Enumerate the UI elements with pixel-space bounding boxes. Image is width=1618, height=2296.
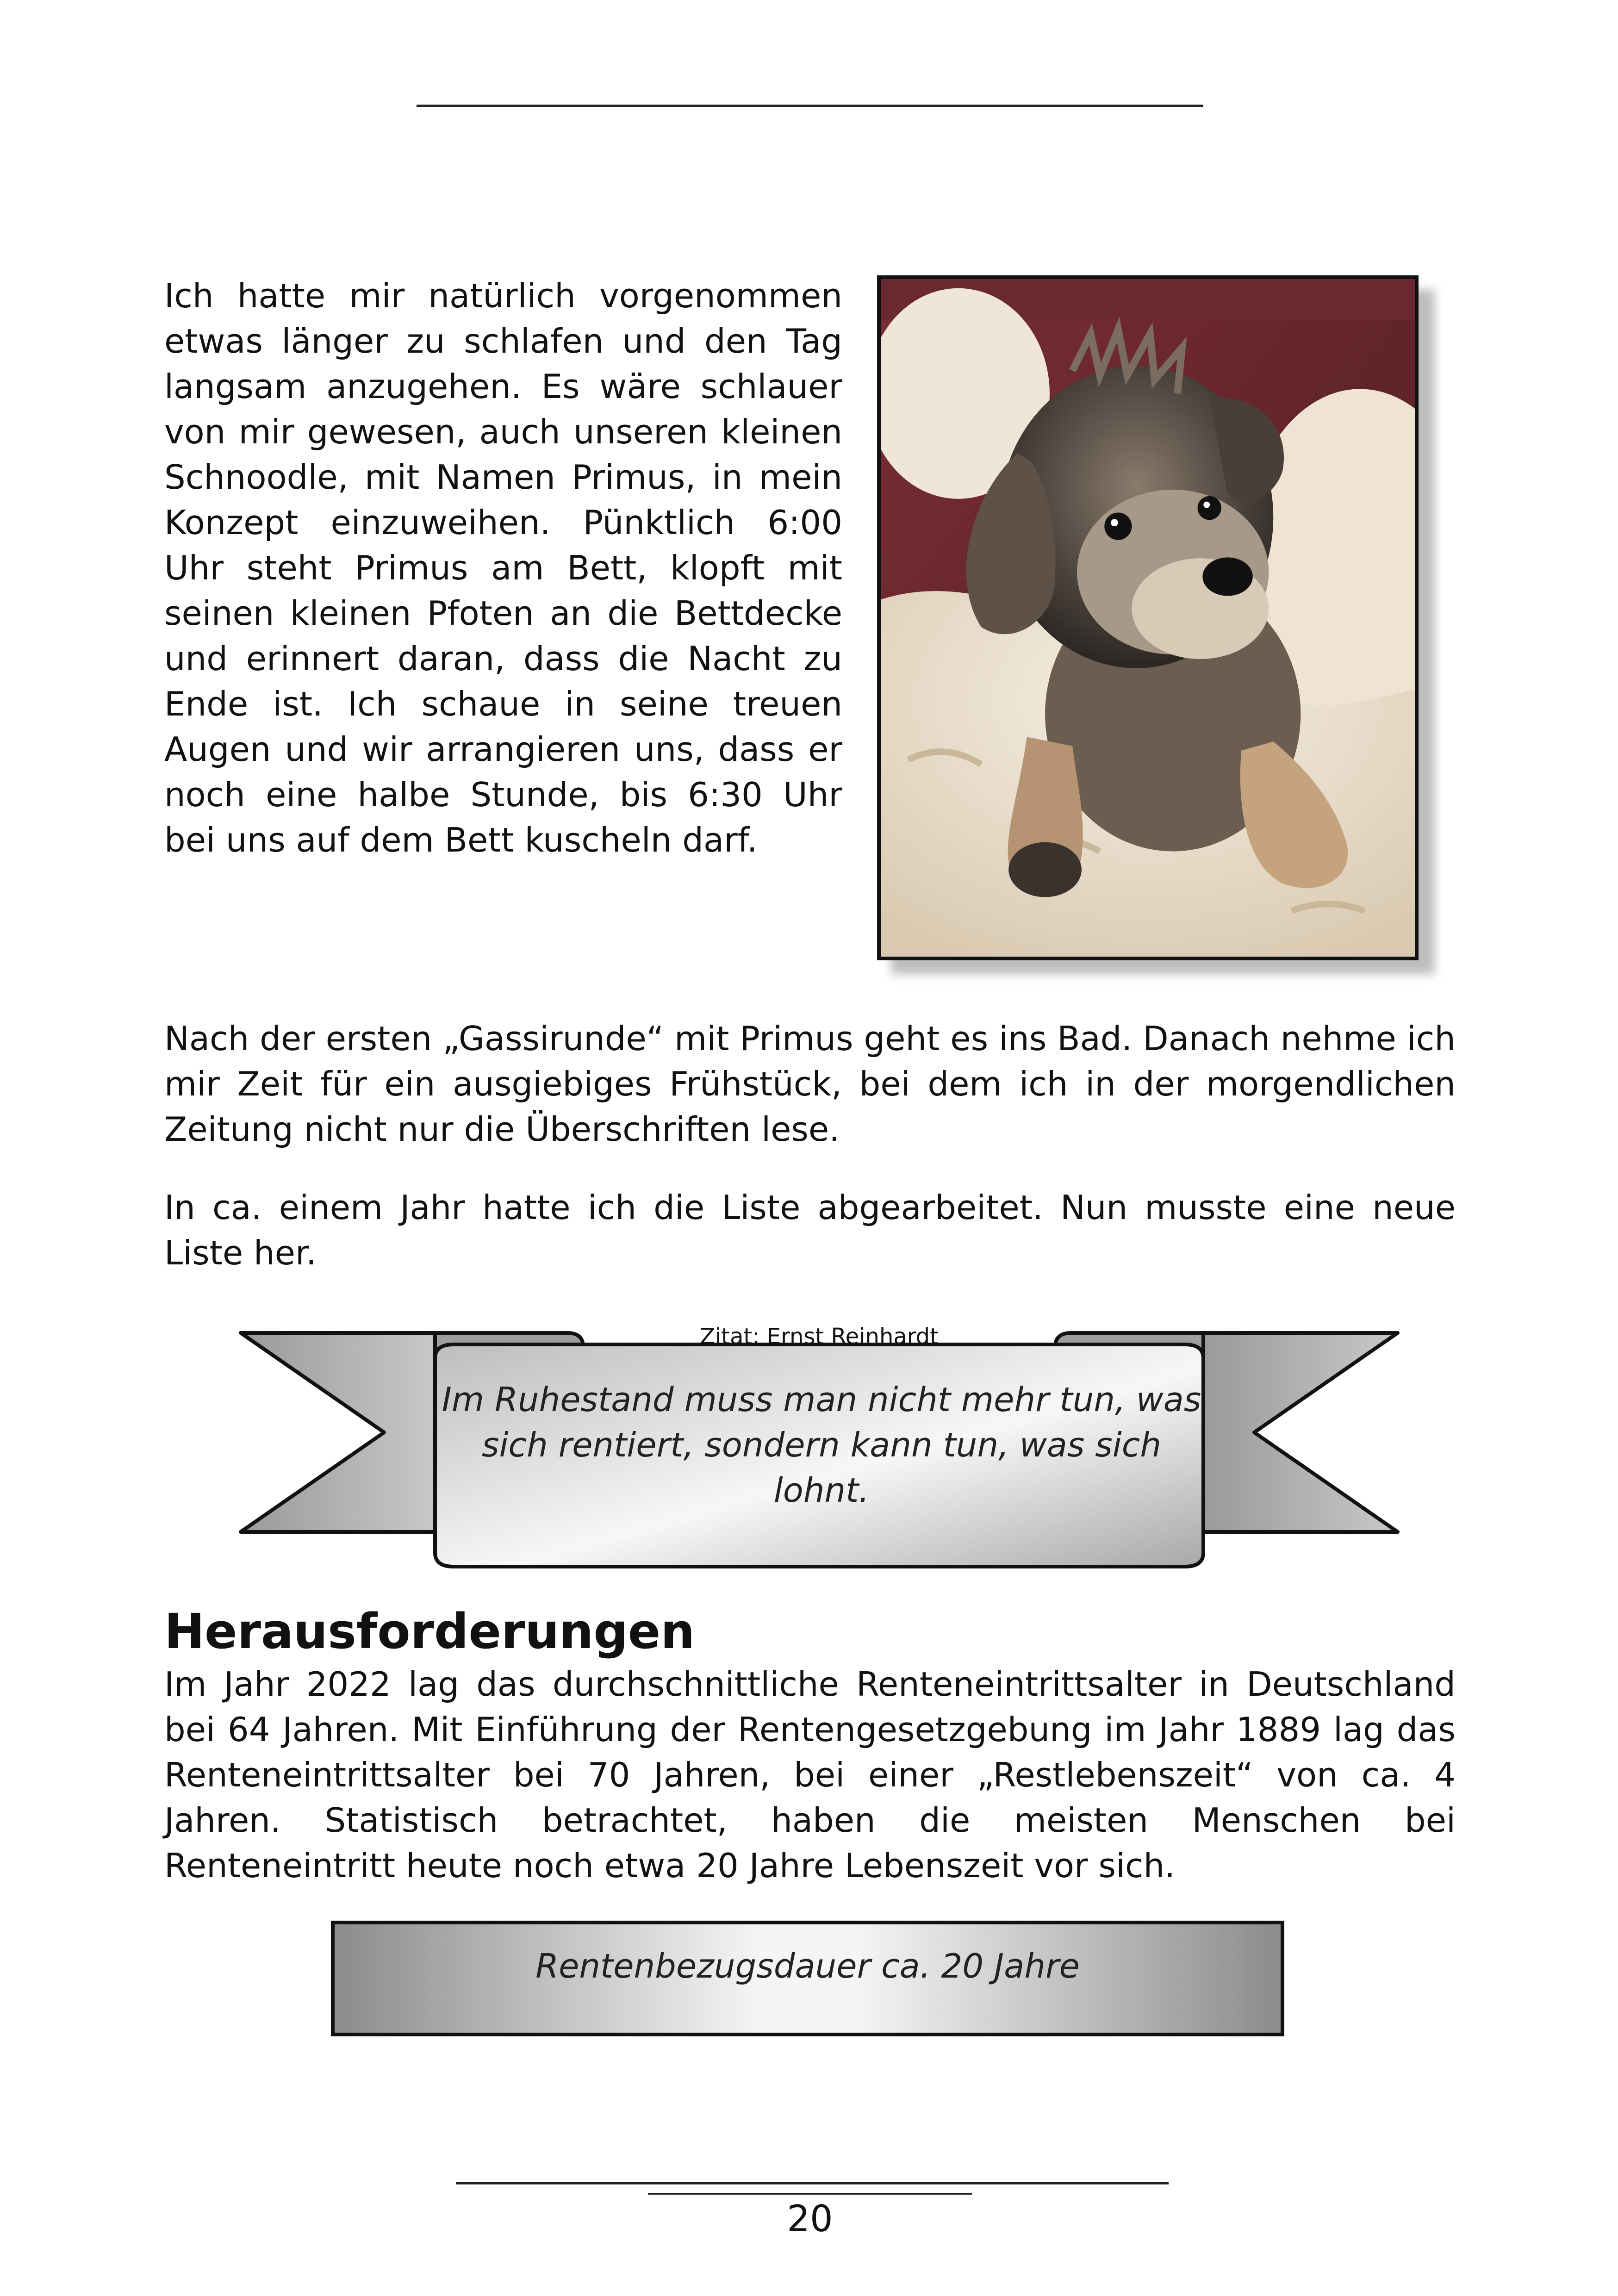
pension-paragraph: Im Jahr 2022 lag das durchschnittliche Renteneintrittsalter in Deutschland bei 64 Jahren. Mit Einführung der Rentengesetzgebung im Jahr 1889 lag das Renteneintrittsalter bei 70 Jahren, bei einer „Restlebenszeit“ von ca. 4 Jahren. Statistisch betrachtet, haben die meisten Menschen bei Renteneintritt heute noch etwa 20 Jahre Lebenszeit vor sich. [164, 1665, 1456, 1885]
quote-text: Im Ruhestand muss man nicht mehr tun, was sich rentiert, sondern kann tun, was sich lohnt. [442, 1380, 1201, 1510]
footer-rule [456, 2182, 1169, 2184]
list-paragraph: In ca. einem Jahr hatte ich die Liste abgearbeitet. Nun musste eine neue Liste her. [164, 1188, 1456, 1272]
dog-photo [877, 275, 1419, 960]
pension-duration-box [331, 1921, 1284, 2036]
quote-banner [231, 1314, 1407, 1574]
page-number: 20 [787, 2198, 833, 2240]
pension-duration-text: Rentenbezugsdauer ca. 20 Jahre [535, 1947, 1080, 1985]
footer-rule-short [648, 2193, 972, 2195]
morning-paragraph: Nach der ersten „Gassirunde“ mit Primus geht es ins Bad. Danach nehme ich mir Zeit für ein ausgiebiges Frühstück, bei dem ich in der morgendlichen Zeitung nicht nur die Überschriften lese. [164, 1019, 1456, 1149]
dog-illustration [881, 279, 1415, 957]
quote-source: Zitat: Ernst Reinhardt [700, 1324, 939, 1350]
section-heading: Herausforderungen [164, 1603, 695, 1660]
header-rule [417, 105, 1203, 107]
intro-paragraph: Ich hatte mir natürlich vorgenommen etwas länger zu schlafen und den Tag langsam anzugehen. Es wäre schlauer von mir gewesen, auch unseren kleinen Schnoodle, mit Namen Primus, in mein Konzept einzuweihen. Pünktlich 6:00 Uhr steht Primus am Bett, klopft mit seinen kleinen Pfoten an die Bettdecke und erinnert daran, dass die Nacht zu Ende ist. Ich schaue in seine treuen Augen und wir arrangieren uns, dass er noch eine halbe Stunde, bis 6:30 Uhr bei uns auf dem Bett kuscheln darf. [164, 276, 842, 859]
